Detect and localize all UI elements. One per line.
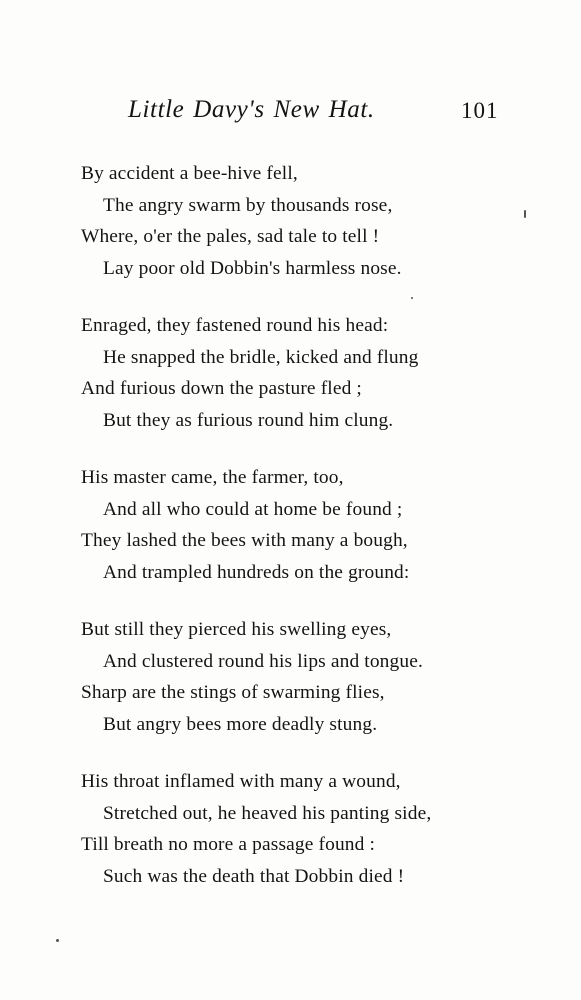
poem-line: But still they pierced his swelling eyes,: [81, 619, 392, 640]
stanza-5: [0, 766, 581, 892]
poem-line: Lay poor old Dobbin's harmless nose.: [103, 257, 402, 279]
poem-line: He snapped the bridle, kicked and flung: [103, 346, 419, 368]
scan-speck: [524, 210, 526, 218]
scan-speck: [56, 939, 59, 942]
stanza-2: [0, 310, 581, 436]
running-head: [0, 96, 581, 136]
running-title: Little Davy's New Hat.: [128, 96, 375, 123]
stanza-1: [0, 158, 581, 284]
poem-line: By accident a bee-hive fell,: [81, 163, 298, 184]
poem-line: Such was the death that Dobbin died !: [103, 865, 405, 887]
poem-line: His master came, the farmer, too,: [81, 467, 344, 488]
poem-line: Sharp are the stings of swarming flies,: [81, 682, 385, 703]
stanza-4: [0, 614, 581, 740]
poem-line: And furious down the pasture fled ;: [81, 378, 362, 399]
poem: [0, 158, 581, 918]
stanza-3: [0, 462, 581, 588]
poem-line: But they as furious round him clung.: [103, 409, 394, 431]
poem-line: Enraged, they fastened round his head:: [81, 315, 389, 336]
scan-speck: [411, 297, 413, 299]
poem-line: Where, o'er the pales, sad tale to tell !: [81, 226, 380, 247]
poem-line: And all who could at home be found ;: [103, 498, 403, 520]
poem-line: But angry bees more deadly stung.: [103, 713, 378, 735]
poem-line: The angry swarm by thousands rose,: [103, 194, 393, 216]
poem-line: They lashed the bees with many a bough,: [81, 530, 408, 551]
poem-line: Stretched out, he heaved his panting side,: [103, 802, 432, 824]
page-number: 101: [461, 98, 499, 123]
poem-line: His throat inflamed with many a wound,: [81, 771, 401, 792]
poem-line: And clustered round his lips and tongue.: [103, 650, 423, 672]
poem-line: Till breath no more a passage found :: [81, 834, 376, 855]
poem-line: And trampled hundreds on the ground:: [103, 561, 410, 583]
